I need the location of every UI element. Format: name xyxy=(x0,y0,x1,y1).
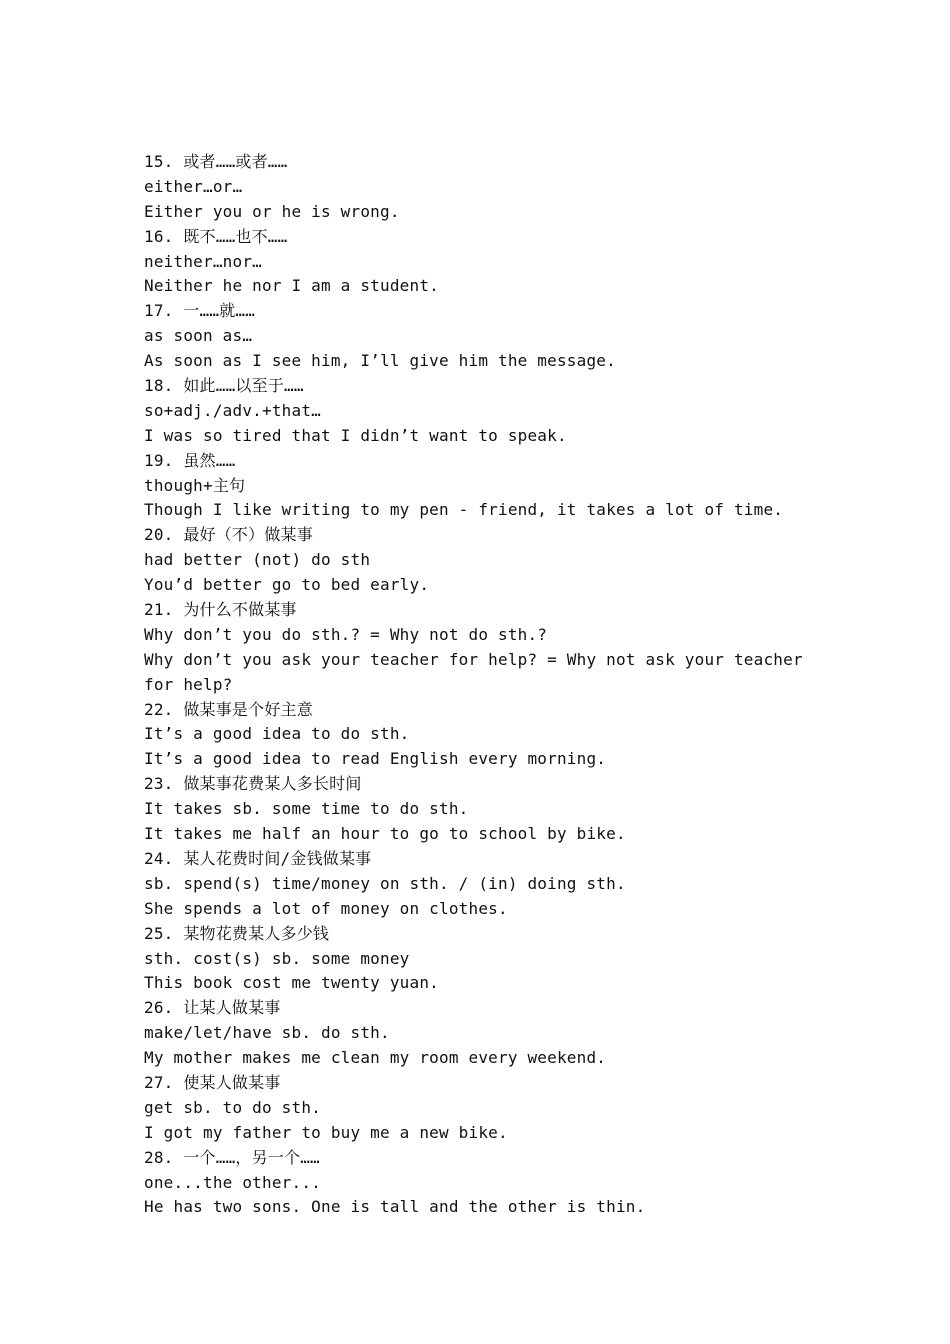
pattern-line: sth. cost(s) sb. some money xyxy=(144,948,410,968)
example-sentence: Why don’t you ask your teacher for help? = Why not ask your teacher xyxy=(144,649,803,669)
item-heading: 17. 一……就…… xyxy=(144,301,256,321)
example-sentence: You’d better go to bed early. xyxy=(144,575,430,595)
pattern-line: had better (not) do sth xyxy=(144,550,371,570)
example-sentence: Either you or he is wrong. xyxy=(144,201,400,221)
pattern-line: one...the other... xyxy=(144,1172,321,1192)
pattern-line: It takes sb. some time to do sth. xyxy=(144,799,469,819)
example-sentence-continued: for help? xyxy=(144,674,233,694)
item-heading: 27. 使某人做某事 xyxy=(144,1072,281,1092)
example-sentence: Though I like writing to my pen - friend, it takes a lot of time. xyxy=(144,500,784,520)
pattern-line: though+主句 xyxy=(144,475,246,495)
example-sentence: He has two sons. One is tall and the other is thin. xyxy=(144,1197,646,1217)
example-sentence: She spends a lot of money on clothes. xyxy=(144,898,508,918)
item-heading: 21. 为什么不做某事 xyxy=(144,600,297,620)
example-sentence: I got my father to buy me a new bike. xyxy=(144,1122,508,1142)
item-heading: 25. 某物花费某人多少钱 xyxy=(144,923,330,943)
item-heading: 24. 某人花费时间/金钱做某事 xyxy=(144,848,372,868)
item-heading: 18. 如此……以至于…… xyxy=(144,376,304,396)
item-heading: 20. 最好（不）做某事 xyxy=(144,525,313,545)
pattern-line: sb. spend(s) time/money on sth. / (in) doing sth. xyxy=(144,873,626,893)
item-heading: 16. 既不……也不…… xyxy=(144,226,288,246)
pattern-line: either…or… xyxy=(144,176,243,196)
pattern-line: so+adj./adv.+that… xyxy=(144,400,321,420)
pattern-line: as soon as… xyxy=(144,326,253,346)
pattern-line: make/let/have sb. do sth. xyxy=(144,1023,390,1043)
example-sentence: As soon as I see him, I’ll give him the message. xyxy=(144,351,616,371)
item-heading: 19. 虽然…… xyxy=(144,450,236,470)
pattern-line: get sb. to do sth. xyxy=(144,1097,321,1117)
item-heading: 15. 或者……或者…… xyxy=(144,152,288,171)
example-sentence: This book cost me twenty yuan. xyxy=(144,973,439,993)
example-sentence: It takes me half an hour to go to school by bike. xyxy=(144,824,626,844)
pattern-line: neither…nor… xyxy=(144,251,262,271)
pattern-line: Why don’t you do sth.? = Why not do sth.? xyxy=(144,624,548,644)
example-sentence: Neither he nor I am a student. xyxy=(144,276,439,296)
pattern-line: It’s a good idea to do sth. xyxy=(144,724,410,744)
item-heading: 22. 做某事是个好主意 xyxy=(144,699,313,719)
example-sentence: I was so tired that I didn’t want to speak. xyxy=(144,425,567,445)
item-heading: 28. 一个……，另一个…… xyxy=(144,1147,320,1167)
item-heading: 23. 做某事花费某人多长时间 xyxy=(144,774,362,794)
item-heading: 26. 让某人做某事 xyxy=(144,998,281,1018)
document-body xyxy=(144,150,824,1220)
example-sentence: It’s a good idea to read English every morning. xyxy=(144,749,607,769)
example-sentence: My mother makes me clean my room every weekend. xyxy=(144,1048,607,1068)
